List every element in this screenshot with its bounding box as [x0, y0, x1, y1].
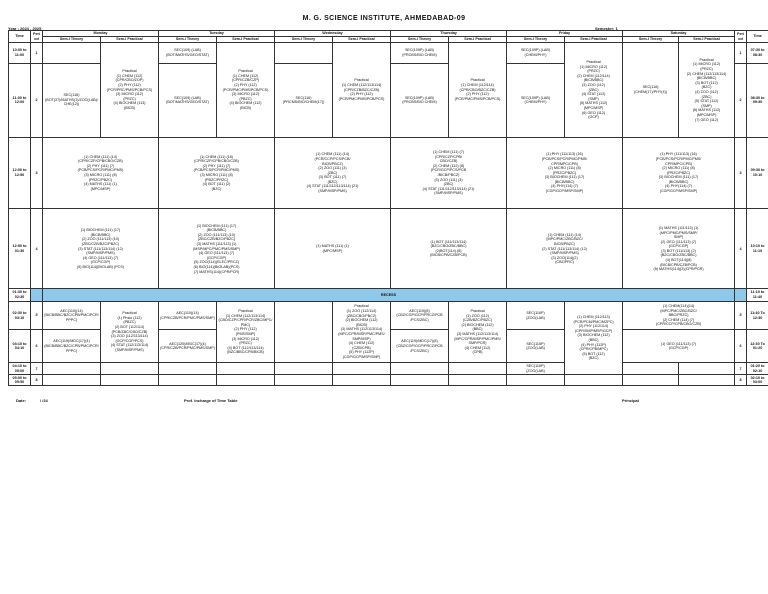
fri-theory-5: SEC(116P) (ZOO(LAB): [507, 301, 565, 330]
theory-header: Sem-I Theory: [391, 37, 449, 43]
period-cell: 4: [31, 209, 43, 289]
theory-header: Sem-I Theory: [623, 37, 679, 43]
time-cell: 01:20 to 02:10: [747, 363, 768, 375]
recess-row: [9, 289, 768, 301]
time-cell: 10:10 to 11:10: [747, 209, 768, 289]
practical-header: Sem-I Practical: [449, 37, 507, 43]
thu-practical-1-2: Practical (1) CHEM (112/114) (CPR/CBO/BZC/CZB) (2) PHY (112) (PCR/PMC/PMS/PCB/PCS): [449, 43, 507, 137]
time-cell: 12:50 to 01:30: [9, 209, 31, 289]
thu-theory-3: (1) CHEM (111) (7) (CPR/CZP/CPB/ CBO/CZB) (2) CHEM (112) (8) (PCR/GCP/PCS/PCB /BICB/PBCZ) (3) ZOO (111) (3) (ZBC) (4) STAT (111/112/113/114) (21) (SMP/MSP/PMS): [391, 137, 507, 209]
practical-header: Sem-I Practical: [217, 37, 275, 43]
theory-header: Sem-I Theory: [43, 37, 101, 43]
wed-theory-1: [275, 43, 333, 64]
tue-practical-5-6: Practical (1) CHEM (112/113/114) (CBO/CZP/CPR/PCR/ZBC/MPC/PMC) (2) PHY (112) (PMS/SMP) (3) MICRO (112) (PRZC) (4) BOT (112/113/114) (BZC/BBC/CPB/BICB): [217, 301, 275, 363]
fri-theory-1: SEC(109P) (LAB) (CHEM/PHY): [507, 43, 565, 64]
period-row-1: [9, 43, 768, 64]
time-cell: 11:00 to 12:00: [9, 63, 31, 137]
period-cell: 6: [31, 330, 43, 363]
wed-theory-5-6: [275, 301, 333, 363]
day-header: Friday: [507, 31, 623, 37]
period-row-8: [9, 375, 768, 386]
theory-header: Sem-I Theory: [507, 37, 565, 43]
period-cell: 7: [735, 363, 747, 375]
mon-theory-5: AEC(110)(14) (BICB/BBC/BZC/CPB/PMC/PCR/PPPC): [43, 301, 101, 330]
practical-header: Sem-I Practical: [333, 37, 391, 43]
time-cell: 07:30 to 08:30: [747, 43, 768, 64]
academic-year: Year : 2024 - 2025: [8, 26, 42, 31]
time-cell: 10:00 to 11:00: [9, 43, 31, 64]
period-cell: 2: [735, 63, 747, 137]
fri-practical-5-7: (1) CHEM (112/113) (PCR/PCM/PMC/MZPC) (2) PHY (112/114) (CPR/SMP/MSP/GCP) (3) BIOCHEM (112) (BBC) (4) PHY (112P) (CPR/CPB/MPC) (5) BOT (112) (BZC): [565, 301, 623, 375]
period-cell: 8: [31, 375, 43, 386]
period-cell: 6: [735, 330, 747, 363]
recess-side: [31, 289, 43, 301]
period-cell: 2: [31, 63, 43, 137]
recess-label: RECESS: [43, 289, 735, 301]
period-cell: 7: [31, 363, 43, 375]
sat-theory-5: (1) CHEM(114)(14) (MPC/PMC/ZBC/BZC/ BBC/PRZC) (2) CHEM (114) (7) (CPR/CCP/CPB/CBO/CZB): [623, 301, 735, 330]
theory-header: Sem-I Theory: [275, 37, 333, 43]
fri-practical-1-2: Practical (1) MICRO (112) (PRZC) (2) CHEM (112/114) (BICB/BBC) (3) ZOO (112) (ZBC) (4) STAT (112) (SMP) (5) MATHS (112) (MPC/MSP) (6) GEO (112) (GCP): [565, 43, 623, 137]
thu-theory-1: SEC(109P) (LAB) (PRCBS/BIO CHEM): [391, 43, 449, 64]
period-row-5: [9, 301, 768, 330]
timetable: [8, 30, 768, 386]
time-cell: 02:10 to 03:00: [747, 375, 768, 386]
period-cell: 3: [735, 137, 747, 209]
period-header: Period: [31, 31, 43, 43]
day-header: Thursday: [391, 31, 507, 37]
period-cell: 5: [31, 301, 43, 330]
tue-theory-4: (1) BIOCHEM (111) (17) (BICB/BBC) (2) ZOO (111/113) (10) (ZBC/CZB/BZC/PBZC) (3) MATHS (111/113) (1) (MSP/MPC/PMC/PMS/SMP) (4) GEO (111/113) (7) (GCP/CGP) (5) ZOO(114)(ELEC/PRCZ) (6) BIO(114)(BIOLAB)(PCS) (7) MATHS(114)(CPR/PCR): [159, 209, 275, 289]
sat-theory-1-2: SEC(116) (CHEM(17)/PHY(4)): [623, 43, 679, 137]
practical-header: Sem-I Practical: [565, 37, 623, 43]
time-cell: 01:30 to 02:30: [9, 289, 31, 301]
practical-header: Sem-I Practical: [679, 37, 735, 43]
period-row-4: [9, 209, 768, 289]
wed-theory-2: SEC(116) (PRCMS/BIO/CHEM(17)): [275, 63, 333, 137]
date-label: Date:: [16, 398, 27, 403]
wed-practical-1-2: Practical (1) CHEM (112/113/114) (CPR/CZB/BZC/CZB) (2) PHY (112) (PCR/PMC/PMS/PCB/PCS): [333, 43, 391, 137]
time-cell: 12:30 To 01:20: [747, 330, 768, 363]
mon-theory-4: (1) BIOCHEM (111) (17) (BICB/BBC) (2) ZOO (111/113) (10) (ZBC/CZB/BZC/PBZC) (3) STAT (111/113/114) (12) (SMP/MSP/PMS) (4) GEO (111/113) (7) (GCP/CGP) (5) BIO(114)(BIOLAB) (PCS): [43, 209, 159, 289]
time-cell: 09:30 to 10:10: [747, 137, 768, 209]
sat-theory-4: (1) MATHS (111/113) (1) (MPC/PMC/PMS/SMP/ SMP) (2) GEO (111/113) (7) (GCP/CGP) (3) BOT (111/113) (2) (BZC/CBO/ZBC/BBC) (4) BOT(114)(8) (BICB/CPB/CZB/PCB) (5) MATHS(114)(2)(CPR/PCR): [623, 209, 735, 289]
period-cell: 8: [735, 375, 747, 386]
tue-theory-2: SEC(109) (LAB) (BOT/MATHS/GEO/STAT): [159, 63, 217, 137]
period-header: Period: [735, 31, 747, 43]
fri-theory-6: SEC(116P) (ZOO(LAB): [507, 330, 565, 363]
date-value: / /24: [40, 398, 48, 403]
mon-theory-1: [43, 43, 101, 64]
fri-theory-3: (1) PHY (111/113) (16) (PCB/PCS/PCR/PMC/PMS/ CPR/MPC/CPB) (2) MICRO (111) (8) (PRZC/PBZC) (3) BIOCHEM (111) (17) (BICB/BBC) (4) PHY(114) (7) (CGP/GCP/MSP/SMP): [507, 137, 623, 209]
period-row-3: [9, 137, 768, 209]
principal-signature-label: Principal: [622, 398, 639, 403]
semester: Semester: 1: [595, 26, 618, 31]
mon-theory-2: SEC(116) (BOT(37)/MATHS(1)/ZOO(LAB)/CHE(12)): [43, 63, 101, 137]
sat-practical-1-2: Practical (1) MICRO (112) (PRZC) (2) CHEM (112/113/114) (BICB/BBC) (3) BOT (112) (BZC) (4) ZOO (112) (ZBC) (5) STAT (112) (SMP) (6) MATHS (112) (MPC/MSP) (7) GEO (112): [679, 43, 735, 137]
recess-side: [735, 289, 747, 301]
mon-theory-3: (1) CHEM (111) (14) (CPR/CZP/CPB/CBO/CZB) (2) PHY (111) (7) (PCB/PCS/PCR/PMC/PMS) (3) MICRO (111) (8) (PRZC/PBZC) (4) MATHS (111) (1) (MPC/MSP): [43, 137, 159, 209]
period-cell: 5: [735, 301, 747, 330]
thu-theory-6: AEC(119)/MDC(17)(8) (CBZ/CGP/GCP/PRCZ/PCB /PCS/ZBC): [391, 330, 449, 363]
thu-theory-2: SEC(109P) (LAB) (PRCBS/BIO CHEM): [391, 63, 449, 137]
mon-practical-5-6: Practical (1) Phsio (112) (PBZC) (2) BOT (112/114) (PCB/ZBC/CBO/CZB) (3) ZOO (112/113/114) (GCP/CGP/PCS) (4) STAT (112/113/114) (SMP/MSP/PMS): [101, 301, 159, 363]
time-cell: 03:10 to 04:10: [9, 330, 31, 363]
wed-theory-3: (1) CHEM (111) (14) (PCR/CCP/PCS/PCB/ BICB/PBCZ) (2) ZOO (111) (3) (ZBC) (3) BOT (111) (7) (BZC) (4) STAT (111/112/113/114) (21) (SMP/MSP/PMS): [275, 137, 391, 209]
day-header: Monday: [43, 31, 159, 37]
tue-theory-5: AEC(110)(14) (CPR/CZB/PCR/PMC/PMS/SMP): [159, 301, 217, 330]
theory-header: Sem-I Theory: [159, 37, 217, 43]
time-cell: 11:40 To 12:30: [747, 301, 768, 330]
practical-header: Sem-I Practical: [101, 37, 159, 43]
time-cell: 11:10 to 11:40: [747, 289, 768, 301]
time-header: Time: [9, 31, 31, 43]
period-row-7: [9, 363, 768, 375]
tue-practical-1-2: Practical (1) CHEM (112) (CPR/CZB/CZP) (2) PHY (112) (PCR/PMC/PMS/PCB/PCS) (3) MICRO (112) (PBZC) (4) BIOCHEM (112) (BICB): [217, 43, 275, 137]
tue-theory-1: SEC(109) (LAB) (BOT/MATHS/GEO/STAT): [159, 43, 217, 64]
day-header: Tuesday: [159, 31, 275, 37]
mon-practical-1-2: Practical (1) CHEM (112) (CPR/CBO/ZOP) (2) PHY (112) (PCR/PRC/PMS/PCB/PCS) (3) MICRO (112) (PRZC) (4) BIOCHEM (113) (BICB): [101, 43, 159, 137]
day-header: Wednesday: [275, 31, 391, 37]
thu-theory-4: (1) BOT (111/113/114) (BZC/CBO/ZBC/BBC) (2)BOT(114) (8) (BICB/CPB/CZB/PCB): [391, 209, 507, 289]
period-cell: 1: [735, 43, 747, 64]
tue-theory-3: (1) CHEM (111) (16) (CPR/CZP/CPB/CBO/CZB) (2) PHY (111) (7) (PCB/PCS/PCR/PMC/PMS) (3) MICRO (111) (8) (PBZC/PRZC) (4) BOT (111) (2) (BZC): [159, 137, 275, 209]
fri-theory-2: SEC(109P) (LAB) (CHEM/PHY): [507, 63, 565, 137]
thu-theory-5: AEC(119)(8) (CBZ/CGP/GCP/PRCZ/PCB /PCS/ZBC): [391, 301, 449, 330]
time-cell: 05:00 to 05:50: [9, 375, 31, 386]
wed-theory-4: (1) MATHS (111) (1) (MPC/MSP): [275, 209, 391, 289]
sat-theory-3: (1) PHY (111/113) (16) (PCB/PCS/PCR/PMC/PMS/ CPR/MPC/CPB) (2) MICRO (111) (8) (PRZC/PBZC) (3) BIOCHEM (111) (17) (BICB/BBC) (4) PHY(114) (7) (CGP/GCP/MSP/SMP): [623, 137, 735, 209]
incharge-signature-label: Prof. Incharge of Time Table: [184, 398, 238, 403]
sat-theory-6: (1) GEO (111/113) (7) (GCP/CGP): [623, 330, 735, 363]
mon-theory-6: AEC(119)/MDC(17)(4) (BICB/BBC/BZC/CPB/PMC/PCR/PPPC): [43, 330, 101, 363]
period-cell: 4: [735, 209, 747, 289]
thu-practical-5-6: Practical (1) ZOO (112) (CZB/BZC/PBZC) (2) BIOCHEM (112) (BBC) (3) MATHS (112/113/114) (MPC/CPR/MSP/PMC/PMS/ SMP/PCR) (4) CHEM (112) (CPB): [449, 301, 507, 363]
time-cell: 12:00 to 12:50: [9, 137, 31, 209]
period-cell: 1: [31, 43, 43, 64]
fri-theory-4: (1) CHEM (111) (14) (MPC/PMC/ZBC/BZC/ BICB/PBZC) (2) STAT (111/113/114) (12) (SMP/MSP/PMS) (3) ZOO(114)(2) (CBZ/PRC): [507, 209, 623, 289]
time-cell: 08:30 to 09:30: [747, 63, 768, 137]
day-header: Saturday: [623, 31, 735, 37]
tue-theory-6: AEC(120)/MDC(17)(4) (CPR/CZB/PCR/PMC/PMS/SMP): [159, 330, 217, 363]
wed-practical-5-6: Practical (1) ZOO (112/114) (ZBC/CBO/PBCZ) (2) BIOCHEM (112) (BICB) (3) MATHS (112/113/114) (MPC/CPR/MSP/PMC/PMS/ SMP/MSP) (4) CHEM (112) (CZB/CPB) (5) PHY (112P) (CGP/GCP/MSP/SMP): [333, 301, 391, 363]
time-cell: 02:30 to 03:10: [9, 301, 31, 330]
time-header: Time: [747, 31, 768, 43]
page-title: M. G. SCIENCE INSTITUTE, AHMEDABAD-09: [302, 15, 466, 22]
time-cell: 04:10 to 05:00: [9, 363, 31, 375]
period-cell: 3: [31, 137, 43, 209]
fri-theory-7: SEC(116P) (ZOO(LAB): [507, 363, 565, 375]
